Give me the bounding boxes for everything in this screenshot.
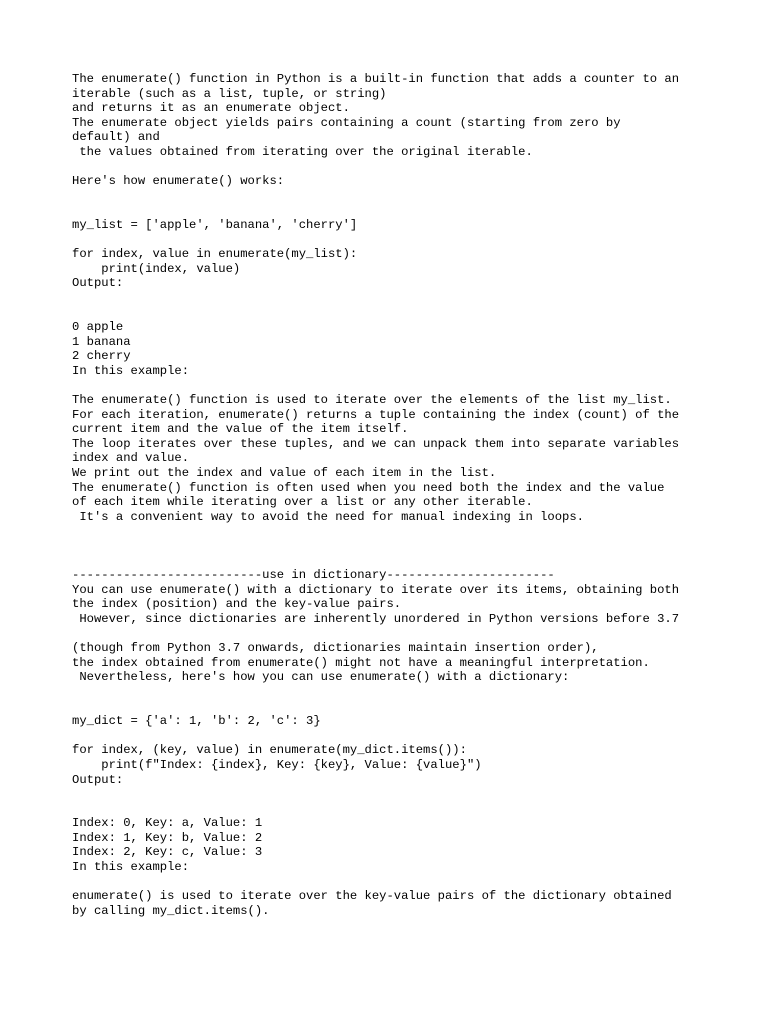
text-line: Nevertheless, here's how you can use enumerate() with a dictionary:: [72, 670, 570, 685]
text-line: the values obtained from iterating over the original iterable.: [72, 144, 533, 159]
text-line: [72, 700, 712, 715]
text-line: print(index, value): [72, 261, 241, 276]
text-line: index and value.: [72, 451, 190, 466]
text-line: [72, 524, 712, 539]
text-line: the index (position) and the key-value pairs.: [72, 597, 402, 612]
text-line: 1 banana: [72, 334, 131, 349]
text-line: print(f"Index: {index}, Key: {key}, Value: {value}"): [72, 757, 482, 772]
text-line: [72, 787, 712, 802]
text-line: my_dict = {'a': 1, 'b': 2, 'c': 3}: [72, 714, 321, 729]
text-line: The loop iterates over these tuples, and we can unpack them into separate variables: [72, 436, 680, 451]
text-line: (though from Python 3.7 onwards, dictionaries maintain insertion order),: [72, 641, 599, 656]
text-line: [72, 554, 712, 569]
document-body: [72, 72, 712, 918]
text-line: Index: 2, Key: c, Value: 3: [72, 845, 263, 860]
text-line: current item and the value of the item itself.: [72, 422, 409, 437]
text-line: [72, 539, 712, 554]
text-line: [72, 291, 712, 306]
text-line: [72, 233, 712, 248]
text-line: [72, 203, 712, 218]
text-line: In this example:: [72, 363, 190, 378]
text-line: enumerate() is used to iterate over the key-value pairs of the dictionary obtained: [72, 889, 672, 904]
text-line: [72, 378, 712, 393]
text-line: In this example:: [72, 860, 190, 875]
text-line: [72, 306, 712, 321]
text-line: [72, 802, 712, 817]
text-line: [72, 627, 712, 642]
text-line: [72, 160, 712, 175]
text-line: It's a convenient way to avoid the need for manual indexing in loops.: [72, 509, 584, 524]
text-line: [72, 875, 712, 890]
text-line: of each item while iterating over a list or any other iterable.: [72, 495, 533, 510]
text-line: For each iteration, enumerate() returns a tuple containing the index (count) of the: [72, 407, 680, 422]
text-line: and returns it as an enumerate object.: [72, 101, 350, 116]
text-line: [72, 685, 712, 700]
text-line: by calling my_dict.items().: [72, 903, 270, 918]
text-line: Index: 0, Key: a, Value: 1: [72, 816, 263, 831]
text-line: iterable (such as a list, tuple, or string): [72, 86, 387, 101]
text-line: The enumerate() function in Python is a built-in function that adds a counter to an: [72, 72, 680, 86]
document-page: [72, 72, 712, 918]
text-line: You can use enumerate() with a dictionary to iterate over its items, obtaining both: [72, 582, 680, 597]
text-line: for index, (key, value) in enumerate(my_dict.items()):: [72, 743, 467, 758]
text-line: The enumerate object yields pairs containing a count (starting from zero by: [72, 115, 621, 130]
text-line: 2 cherry: [72, 349, 131, 364]
text-line: Output:: [72, 276, 124, 291]
text-line: However, since dictionaries are inherently unordered in Python versions before 3.7: [72, 611, 680, 626]
text-line: my_list = ['apple', 'banana', 'cherry']: [72, 217, 358, 232]
text-line: The enumerate() function is often used when you need both the index and the value: [72, 480, 665, 495]
text-line: for index, value in enumerate(my_list):: [72, 247, 358, 262]
text-line: 0 apple: [72, 320, 124, 335]
text-line: The enumerate() function is used to iterate over the elements of the list my_list.: [72, 393, 672, 408]
text-line: We print out the index and value of each item in the list.: [72, 466, 497, 481]
text-line: Index: 1, Key: b, Value: 2: [72, 830, 263, 845]
text-line: default) and: [72, 130, 160, 145]
text-line: Output:: [72, 772, 124, 787]
text-line: Here's how enumerate() works:: [72, 174, 285, 189]
text-line: the index obtained from enumerate() might not have a meaningful interpretation.: [72, 655, 650, 670]
text-line: --------------------------use in dictionary-----------------------: [72, 568, 555, 583]
text-line: [72, 189, 712, 204]
text-line: [72, 729, 712, 744]
